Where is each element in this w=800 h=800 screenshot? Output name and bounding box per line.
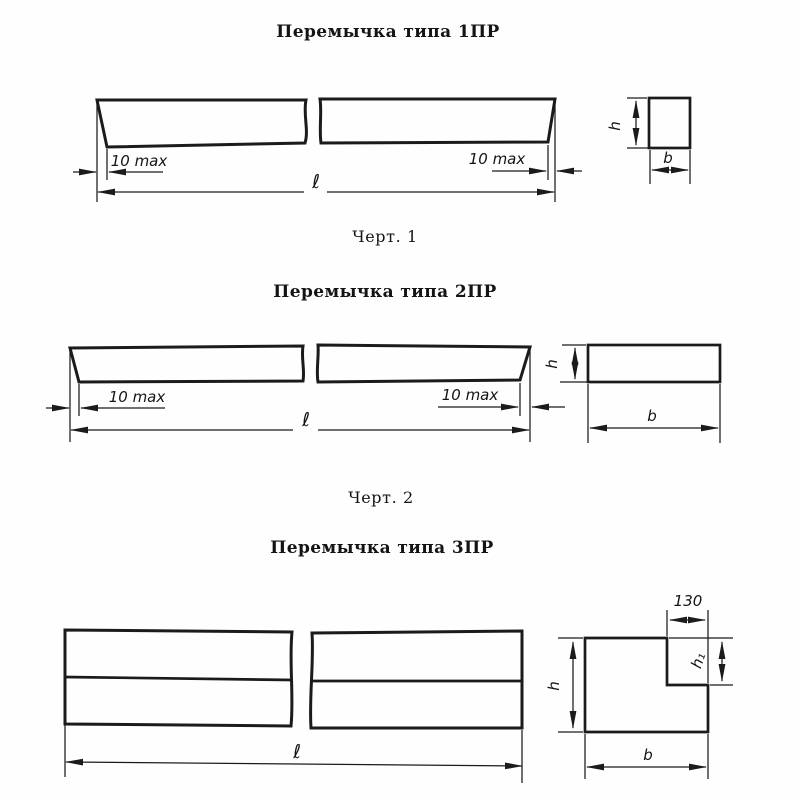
dim-label-section-width: b: [663, 149, 673, 167]
section-outline: [649, 98, 690, 148]
dim-label-notch-width: 130: [673, 592, 703, 610]
dim-label-right-offset: 10 max: [468, 150, 526, 168]
dim-label-notch-height: h₁: [687, 650, 710, 671]
figure-1pr: [73, 22, 690, 246]
dim-label-right-offset: 10 max: [441, 386, 499, 404]
dim-label-section-height: h: [543, 359, 561, 369]
section-outline: [585, 638, 708, 732]
beam-right-part: [320, 99, 555, 143]
beam-left-part: [70, 346, 304, 382]
figure-caption: Черт. 2: [348, 488, 414, 507]
dim-label-left-offset: 10 max: [108, 388, 166, 406]
beam-tier-line: [65, 677, 291, 680]
section-outline: [588, 345, 720, 382]
beam-left-part: [97, 100, 306, 147]
dim-label-left-offset: 10 max: [110, 152, 168, 170]
dim-label-section-height: h: [545, 681, 563, 691]
figure-title: Перемычка типа 2ПР: [273, 282, 497, 302]
figure-2pr: [46, 282, 720, 507]
beam-right-part: [311, 631, 522, 728]
dim-label-section-width: b: [647, 407, 657, 425]
dim-label-section-height: h: [606, 121, 624, 131]
beam-right-part: [317, 345, 530, 382]
dim-label-length: ℓ: [293, 741, 301, 763]
figure-3pr: [65, 538, 733, 783]
dim-label-length: ℓ: [302, 409, 310, 431]
figure-title: Перемычка типа 3ПР: [270, 538, 494, 558]
figure-caption: Черт. 1: [352, 227, 418, 246]
dim-label-section-width: b: [643, 746, 653, 764]
figure-title: Перемычка типа 1ПР: [276, 22, 500, 42]
dim-label-length: ℓ: [312, 171, 320, 193]
